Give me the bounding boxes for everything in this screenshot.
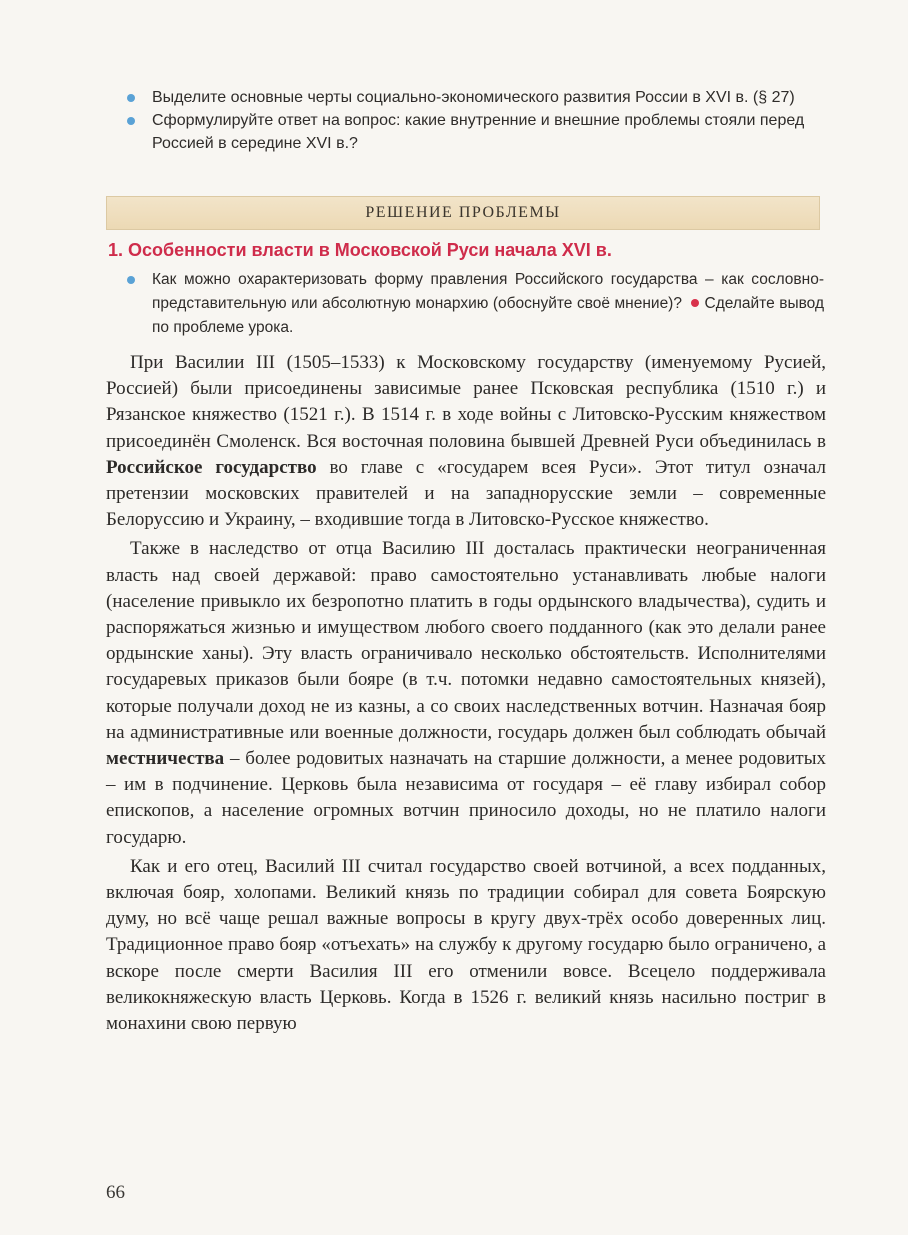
bullet-icon xyxy=(127,117,135,125)
page-number: 66 xyxy=(106,1182,125,1203)
paragraph-1 xyxy=(106,350,826,533)
bullet-icon xyxy=(127,276,135,284)
paragraph-2-end: – более родовитых назначать на старшие должности, а менее родовитых – им в подчинение. Церковь была независима от государя – её главу избирал собор епископов, а население огромных вотчин приносило доходы, но не платило налоги государю. xyxy=(106,748,826,848)
bullet-icon xyxy=(127,94,135,102)
term-russian-state: Российское государство xyxy=(106,456,317,478)
paragraph-2-start: Также в наследство от отца Василию III досталась практически неограниченная власть над своей державой: право самостоятельно устанавливать любые налоги (население привыкло их безропотно платить в годы ордынского владычества), судить и распоряжаться жизнью и имуществом любого своего подданного (как это делали ранее ордынские ханы). Эту власть ограничивало несколько обстоятельств. Исполнителями государевых приказов были бояре (в т.ч. потомки недавно самостоятельных князей), которые получали доход не из казны, а со своих наследственных вотчин. Назначая бояр на административные или военные должности, государь должен был соблюдать обычай xyxy=(106,538,826,743)
task-text: Сделайте вывод по проблеме урока. xyxy=(152,295,824,336)
main-text xyxy=(106,350,826,1037)
paragraph-2 xyxy=(106,536,826,850)
problem-question xyxy=(124,268,824,340)
section-title: 1. Особенности власти в Московской Руси начала XVI в. xyxy=(108,240,612,260)
paragraph-1-start: При Василии III (1505–1533) к Московскому государству (именуемому Русией, Россией) были присоединены зависимые ранее Псковская республика (1510 г.) и Рязанское княжество (1521 г.). В 1514 г. в ходе войны с Литовско-Русским княжеством присоединён Смоленск. Вся восточная половина бывшей Древней Руси объединилась в xyxy=(106,352,826,452)
term-mestnichestvo: местничества xyxy=(106,748,225,770)
problem-question-list xyxy=(124,268,824,340)
intro-question xyxy=(124,109,824,155)
paragraph-3: Как и его отец, Василий III считал государство своей вотчиной, а всех подданных, включая бояр, холопами. Великий князь по традиции собирал для совета Боярскую думу, но всё чаще решал важные вопросы в кругу двух-трёх особо доверенных лиц. Традиционное право бояр «отъехать» на службу к другому государю было ограничено, а вскоре после смерти Василия III его отменили вовсе. Всецело поддерживала великокняжескую власть Церковь. Когда в 1526 г. великий князь насильно постриг в монахини свою первую xyxy=(106,855,826,1035)
task-bullet-icon xyxy=(691,299,699,307)
paragraph-1-end: во главе с «государем всея Руси». Этот титул означал претензии московских правителей и на западнорусские земли – современные Белоруссию и Украину, – входившие тогда в Литовско-Русское княжество. xyxy=(106,456,826,531)
intro-questions xyxy=(124,86,824,155)
problem-question-text: Как можно охарактеризовать форму правления Российского государства – как сословно-представительную или абсолютную монархию (обоснуйте своё мнение)? xyxy=(152,271,824,312)
intro-question xyxy=(124,86,824,109)
intro-question-text: Выделите основные черты социально-экономического развития России в XVI в. (§ 27) xyxy=(152,89,795,106)
problem-banner: РЕШЕНИЕ ПРОБЛЕМЫ xyxy=(106,196,820,230)
intro-question-text: Сформулируйте ответ на вопрос: какие внутренние и внешние проблемы стояли перед Россией в середине XVI в.? xyxy=(152,112,805,152)
